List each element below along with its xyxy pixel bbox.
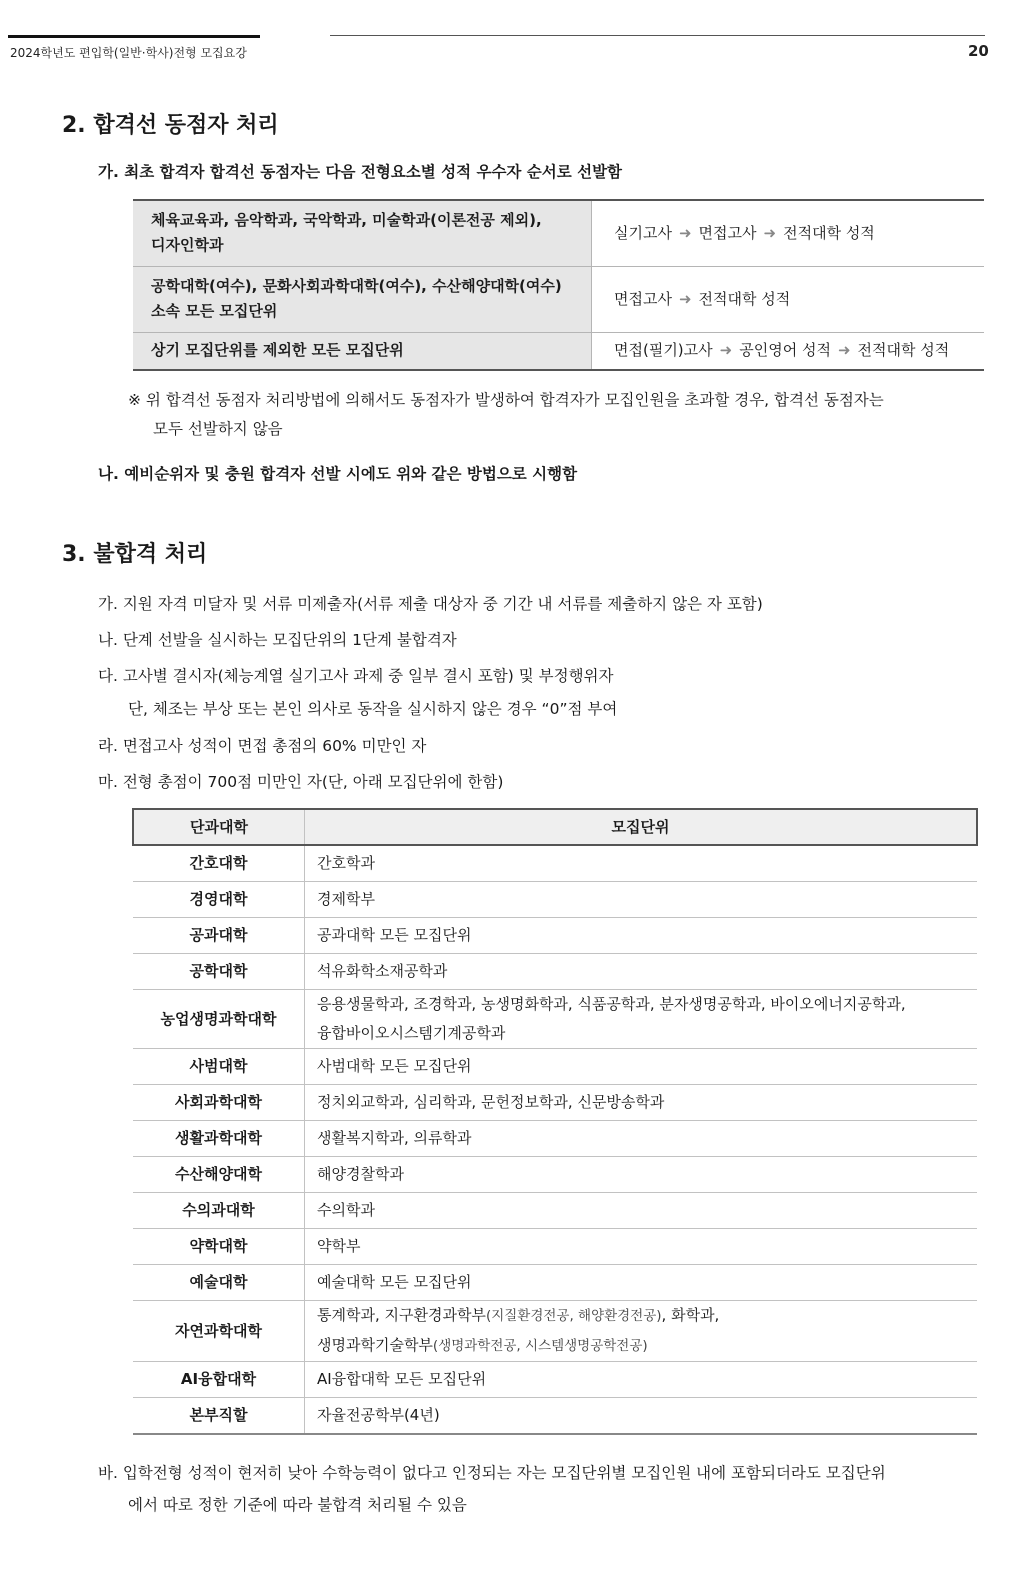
min-score-table <box>132 808 978 1435</box>
table-row <box>133 1398 977 1435</box>
step: 면접(필기)고사 <box>614 341 713 360</box>
unit-subtext: (생명과학전공, 시스템생명공학전공) <box>432 1338 648 1354</box>
tie-row-1-units <box>133 200 592 266</box>
s2-na: 나. 예비순위자 및 충원 합격자 선발 시에도 위와 같은 방법으로 시행함 <box>98 465 578 483</box>
college-cell: 약학대학 <box>133 1229 305 1265</box>
college-cell: 수산해양대학 <box>133 1157 305 1193</box>
tie-row-3-line-1: 상기 모집단위를 제외한 모든 모집단위 <box>151 341 404 360</box>
table-row <box>133 1265 977 1301</box>
unit-cell: 공과대학 모든 모집단위 <box>305 918 978 954</box>
college-cell: 공학대학 <box>133 954 305 990</box>
header-rule-left <box>8 35 260 38</box>
tie-row-2-line-1: 공학대학(여수), 문화사회과학대학(여수), 수산해양대학(여수) <box>151 277 562 295</box>
tie-row-3-order <box>592 332 985 370</box>
step: 전적대학 성적 <box>783 223 875 242</box>
s3-item-ra: 라. 면접고사 성적이 면접 총점의 60% 미만인 자 <box>98 737 427 755</box>
college-cell: 공과대학 <box>133 918 305 954</box>
college-cell: 본부직할 <box>133 1398 305 1435</box>
college-cell: 예술대학 <box>133 1265 305 1301</box>
unit-cell: 사범대학 모든 모집단위 <box>305 1049 978 1085</box>
s2-ga: 가. 최초 합격자 합격선 동점자는 다음 전형요소별 성적 우수자 순서로 선발함 <box>98 163 623 181</box>
unit-text: , 화학과, <box>661 1306 720 1324</box>
s2-note-line-1: ※ 위 합격선 동점자 처리방법에 의해서도 동점자가 발생하여 합격자가 모집인원을 초과할 경우, 합격선 동점자는 <box>128 391 884 409</box>
unit-cell: 약학부 <box>305 1229 978 1265</box>
unit-cell: 해양경찰학과 <box>305 1157 978 1193</box>
table-row <box>133 200 984 266</box>
arrow-right-icon: ➜ <box>678 223 692 242</box>
table-row <box>133 1301 977 1362</box>
table-row <box>133 845 977 882</box>
table-row <box>133 1121 977 1157</box>
s3-item-da-note: 단, 체조는 부상 또는 본인 의사로 동작을 실시하지 않은 경우 “0”점 부여 <box>128 700 618 718</box>
step: 면접고사 <box>698 223 757 242</box>
table-row <box>133 266 984 332</box>
unit-cell: 수의학과 <box>305 1193 978 1229</box>
s2-note-line-2: 모두 선발하지 않음 <box>153 420 283 438</box>
unit-cell <box>305 990 978 1049</box>
tie-row-1-line-2: 디자인학과 <box>151 236 224 255</box>
s3-item-ma: 마. 전형 총점이 700점 미만인 자(단, 아래 모집단위에 한함) <box>98 773 504 791</box>
table-row <box>133 332 984 370</box>
table-row <box>133 1085 977 1121</box>
s3-item-na: 나. 단계 선발을 실시하는 모집단위의 1단계 불합격자 <box>98 631 457 649</box>
s3-item-ba-line-2: 에서 따로 정한 기준에 따라 불합격 처리될 수 있음 <box>128 1496 467 1514</box>
unit-subtext: (지질환경전공, 해양환경전공) <box>485 1308 662 1324</box>
table-row <box>133 918 977 954</box>
unit-cell: 경제학부 <box>305 882 978 918</box>
s3-item-ba-line-1: 바. 입학전형 성적이 현저히 낮아 수학능력이 없다고 인정되는 자는 모집단위별 모집인원 내에 포함되더라도 모집단위 <box>98 1464 886 1482</box>
unit-cell: 간호학과 <box>305 845 978 882</box>
unit-cell: 정치외교학과, 심리학과, 문헌정보학과, 신문방송학과 <box>305 1085 978 1121</box>
college-cell: 사회과학대학 <box>133 1085 305 1121</box>
college-cell: 수의과대학 <box>133 1193 305 1229</box>
unit-cell: AI융합대학 모든 모집단위 <box>305 1362 978 1398</box>
step: 전적대학 성적 <box>857 341 950 360</box>
table-row <box>133 1157 977 1193</box>
arrow-right-icon: ➜ <box>719 341 733 360</box>
step: 실기고사 <box>614 223 672 242</box>
s3-item-da: 다. 고사별 결시자(체능계열 실기고사 과제 중 일부 결시 포함) 및 부정행위자 <box>98 667 614 685</box>
arrow-right-icon: ➜ <box>763 223 777 242</box>
unit-text: 생명과학기술학부 <box>317 1336 433 1354</box>
section-3-title: 3. 불합격 처리 <box>62 542 208 567</box>
college-cell: 생활과학대학 <box>133 1121 305 1157</box>
college-cell: 사범대학 <box>133 1049 305 1085</box>
unit-line-1 <box>317 1301 977 1331</box>
tie-row-2-units <box>133 266 592 332</box>
section-2-title: 2. 합격선 동점자 처리 <box>62 113 279 138</box>
table-row <box>133 1229 977 1265</box>
table-row <box>133 990 977 1049</box>
table-row <box>133 1362 977 1398</box>
col-unit: 모집단위 <box>305 809 978 845</box>
tie-row-2-order <box>592 266 985 332</box>
header-title: 2024학년도 편입학(일반·학사)전형 모집요강 <box>10 46 247 60</box>
table-row <box>133 954 977 990</box>
college-cell: AI융합대학 <box>133 1362 305 1398</box>
tie-row-3-units <box>133 332 592 370</box>
college-cell: 농업생명과학대학 <box>133 990 305 1049</box>
tie-row-1-line-1: 체육교육과, 음악학과, 국악학과, 미술학과(이론전공 제외), <box>151 211 542 230</box>
tie-row-2-line-2: 소속 모든 모집단위 <box>151 302 278 320</box>
col-college: 단과대학 <box>133 809 305 845</box>
college-cell: 경영대학 <box>133 882 305 918</box>
step: 면접고사 <box>614 289 672 308</box>
unit-line-2: 융합바이오시스템기계공학과 <box>317 1024 506 1042</box>
unit-cell: 예술대학 모든 모집단위 <box>305 1265 978 1301</box>
page-number: 20 <box>968 42 989 60</box>
table-row <box>133 882 977 918</box>
header-rule-right <box>330 35 985 36</box>
unit-cell: 자율전공학부(4년) <box>305 1398 978 1435</box>
step: 전적대학 성적 <box>698 289 791 308</box>
table-header-row <box>133 809 977 845</box>
unit-text: 통계학과, 지구환경과학부 <box>317 1306 486 1324</box>
arrow-right-icon: ➜ <box>837 341 851 360</box>
college-cell: 자연과학대학 <box>133 1301 305 1362</box>
college-cell: 간호대학 <box>133 845 305 882</box>
unit-cell <box>305 1301 978 1362</box>
unit-line-1: 응용생물학과, 조경학과, 농생명화학과, 식품공학과, 분자생명공학과, 바이오에너지공학과, <box>317 995 906 1013</box>
tie-row-1-order <box>592 200 985 266</box>
unit-cell: 생활복지학과, 의류학과 <box>305 1121 978 1157</box>
arrow-right-icon: ➜ <box>678 289 692 308</box>
s3-item-ga: 가. 지원 자격 미달자 및 서류 미제출자(서류 제출 대상자 중 기간 내 서류를 제출하지 않은 자 포함) <box>98 595 763 613</box>
step: 공인영어 성적 <box>739 341 831 360</box>
table-row <box>133 1193 977 1229</box>
unit-line-2 <box>317 1331 977 1361</box>
tie-break-table <box>133 199 984 371</box>
unit-cell: 석유화학소재공학과 <box>305 954 978 990</box>
table-row <box>133 1049 977 1085</box>
